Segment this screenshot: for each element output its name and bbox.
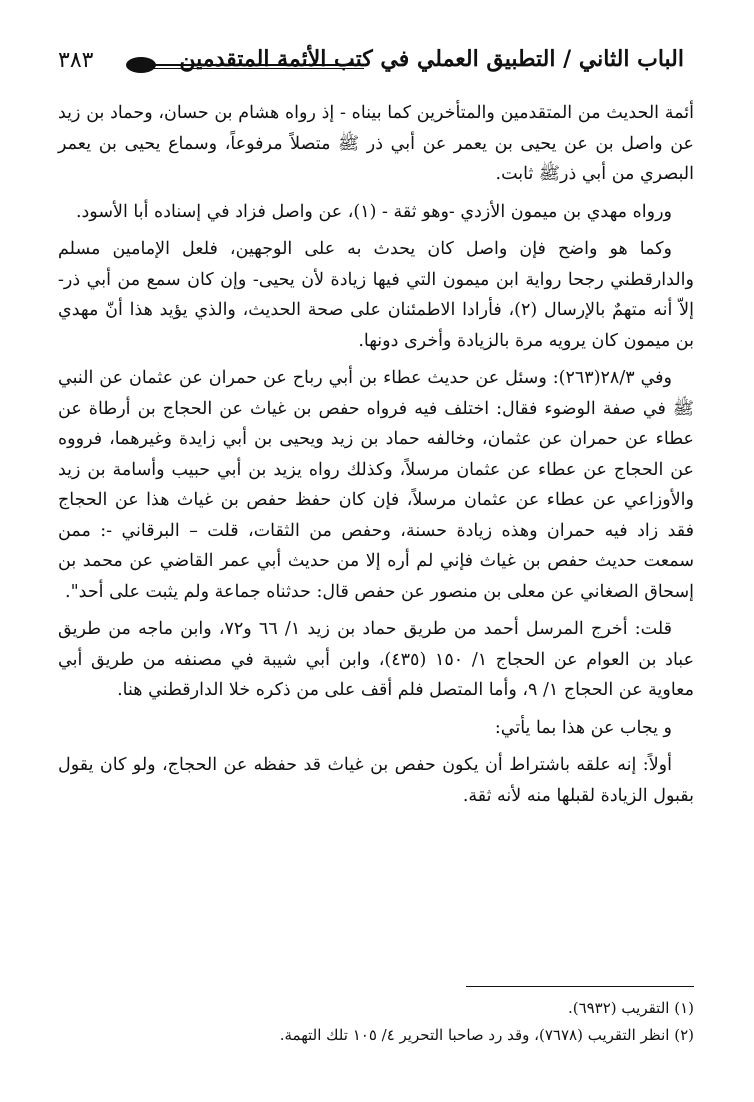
paragraph: و يجاب عن هذا بما يأتي: xyxy=(494,717,672,738)
paragraph: وفي ٢٨/٣(٢٦٣): وسئل عن حديث عطاء بن أبي رباح عن حمران عن عثمان عن النبي ﷺ في صفة الوضوء فقال: اختلف فيه فرواه حفص بن غياث عن الحجاج بن أرطاة عن عطاء عن حمران عن عثمان، وخالفه حماد بن زيد ويحيى بن أبي زايدة وغيرهما، فرووه عن الحجاج عن عطاء عن عثمان مرسلاً، وكذلك رواه يزيد بن أبي حبيب وأسامة بن زيد والأوزاعي عن عطاء عن عثمان مرسلاً، فإن كان حفظ حفص بن غياث هذا عن الحجاج فقد زاد فيه حمران وهذه زيادة حسنة، وحفص من الثقات، قلت – البرقاني -: ممن سمعت حديث حفص بن غياث فإني لم أره إلا من حديث أبي عمر القاضي عن محمد بن إسحاق الصغاني عن معلى بن منصور عن حفص قال: حدثناه جماعة ولم يثبت على أحد". xyxy=(58,368,694,602)
page-number-ornament xyxy=(126,57,156,73)
footnote-separator xyxy=(466,986,694,987)
footnote: (٢) انظر التقريب (٧٦٧٨)، وقد رد صاحبا التحرير ٤/ ١٠٥ تلك التهمة. xyxy=(279,1026,694,1044)
header-rule xyxy=(150,64,364,66)
paragraph: أئمة الحديث من المتقدمين والمتأخرين كما بيناه - إذ رواه هشام بن حسان، وحماد بن زيد عن واصل بن عن يحيى بن يعمر عن أبي ذر ﷺ متصلاً مرفوعاً، وسماع يحيى بن يعمر البصري من أبي ذرﷺ ثابت. xyxy=(58,103,694,184)
paragraph: قلت: أخرج المرسل أحمد من طريق حماد بن زيد ١/ ٦٦ و٧٢، وابن ماجه من طريق عباد بن العوام عن الحجاج ١/ ١٥٠ (٤٣٥)، وابن أبي شيبة في مصنفه من طريق أبي معاوية عن الحجاج ١/ ٩، وأما المتصل فلم أقف على من ذكره خلا الدارقطني هنا. xyxy=(58,619,695,700)
page-number: ٣٨٣ xyxy=(58,48,94,73)
footnote: (١) التقريب (٦٩٣٢). xyxy=(567,999,694,1017)
paragraph: ورواه مهدي بن ميمون الأزدي -وهو ثقة - (١)، عن واصل فزاد في إسناده أبا الأسود. xyxy=(75,201,672,222)
body-text xyxy=(58,98,694,818)
paragraph: أولاً: إنه علقه باشتراط أن يكون حفص بن غياث قد حفظه عن الحجاج، ولو كان يقول بقبول الزيادة لقبلها منه لأنه ثقة. xyxy=(58,755,694,806)
header-rule-thin xyxy=(150,68,364,69)
footnotes xyxy=(58,995,694,1049)
paragraph: وكما هو واضح فإن واصل كان يحدث به على الوجهين، فلعل الإمامين مسلم والدارقطني رجحا رواية ابن ميمون التي فيها زيادة لأن يحيى- وإن كان سمع من أبي ذر- إلاّ أنه متهمٌ بالإرسال (٢)، فأرادا الاطمئنان على صحة الحديث، والذي يؤيد هذا أنّ مهدي بن ميمون كان يرويه مرة بالزيادة وأخرى دونها. xyxy=(58,239,694,351)
running-title: الباب الثاني / التطبيق العملي في كتب الأئمة المتقدمين xyxy=(179,46,684,72)
page-header xyxy=(58,44,684,84)
